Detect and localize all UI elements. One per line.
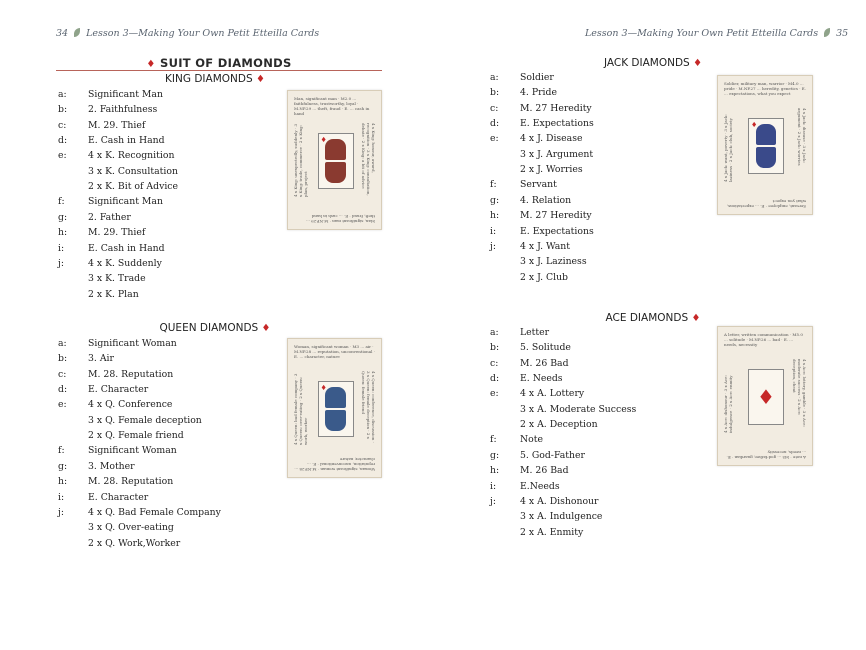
item-key: a: bbox=[58, 338, 67, 349]
item-value: M. 26 Bad bbox=[520, 465, 569, 477]
court-figure-icon bbox=[318, 133, 354, 189]
item-key: j: bbox=[490, 495, 497, 507]
diamond-icon: ♦ bbox=[146, 59, 156, 70]
card-side-right-text: 4 x Jack: disease · 3 x Jack: argument · 2 x Jack: worries bbox=[797, 108, 807, 166]
item-key: g: bbox=[58, 460, 68, 472]
running-head-text-right: Lesson 3—Making Your Own Petit Etteilla Cards bbox=[585, 28, 819, 39]
card-bottom-text: Servant, employee · E. ... expectations, what you expect bbox=[726, 199, 806, 209]
item-value: Significant Man bbox=[88, 89, 163, 100]
card-side-left-text: 4 x Queen: bad female company · 3 x Queen: over-eating · 2 x Queen: work, worker bbox=[293, 373, 308, 445]
card-side-right-text: 4 x Ace: lottery, gamble · 3 x Ace: moderate success · 2 x Ace: deception, cheat bbox=[792, 359, 807, 427]
item-key: a: bbox=[490, 72, 499, 83]
card-bottom-text: Man, significant man · M.NP.29 ... theft, fraud · E. ... cash in hand bbox=[306, 214, 375, 224]
card-bottom-text: A note · M5 ... god-father, guardian · E. ... needs, necessity bbox=[726, 450, 806, 460]
item-value: 3 x J. Laziness bbox=[520, 256, 587, 268]
item-value: 2 x Q. Female friend bbox=[88, 430, 184, 442]
card-side-left-text: 4 x Jack: want, poverty · 3 x Jack: laziness · 2 x Jack: club, society bbox=[723, 114, 733, 182]
diamond-icon: ♦ bbox=[261, 323, 271, 334]
item-key: c: bbox=[58, 119, 67, 131]
item-value: 2 x Q. Work,Worker bbox=[88, 537, 181, 549]
item-value: 4 x J. Disease bbox=[520, 133, 583, 145]
item-value: 2 x K. Bit of Advice bbox=[88, 181, 179, 193]
item-key: j: bbox=[58, 257, 65, 269]
ace-diamond-icon bbox=[748, 369, 784, 425]
item-key: d: bbox=[490, 118, 500, 130]
queen-diamonds-card bbox=[287, 338, 382, 478]
card-top-text: Soldier, military man, warrior · M4.0 ... pride · M.NP.27 ... heredity, genetics · E. ... expectations, what you expect bbox=[724, 81, 806, 96]
diamond-icon: ♦ bbox=[693, 58, 703, 69]
item-value: 4. Pride bbox=[520, 87, 557, 99]
item-value: 2 x J. Worries bbox=[520, 164, 583, 176]
item-key: h: bbox=[490, 210, 500, 222]
item-value: E. Character bbox=[88, 491, 149, 503]
running-head-right bbox=[585, 28, 848, 39]
item-value: 3 x J. Argument bbox=[520, 148, 594, 160]
suit-title-text: SUIT OF DIAMONDS bbox=[159, 56, 292, 70]
diamond-icon: ♦ bbox=[320, 136, 327, 144]
section-title-queen bbox=[140, 322, 290, 334]
card-side-right-text: 4 x King: honour, award, recognition · 3 x King: consultation, debate · 2 x King: a bit of advice bbox=[361, 123, 376, 196]
item-key: g: bbox=[58, 211, 68, 223]
section-title-text: ACE DIAMONDS bbox=[605, 312, 689, 324]
item-value: 5. Solitude bbox=[520, 342, 571, 354]
leaf-icon bbox=[74, 28, 80, 37]
item-key: g: bbox=[490, 449, 500, 461]
item-key: b: bbox=[490, 87, 500, 99]
item-value: E.Needs bbox=[520, 480, 560, 492]
item-key: j: bbox=[490, 240, 497, 252]
running-head-left bbox=[56, 28, 319, 39]
suit-title bbox=[56, 56, 382, 70]
section-title-text: KING DIAMONDS bbox=[165, 73, 253, 85]
item-value: 4 x Q. Bad Female Company bbox=[88, 506, 221, 518]
item-value: 3 x K. Consultation bbox=[88, 165, 178, 177]
item-value: M. 27 Heredity bbox=[520, 210, 592, 222]
diamond-icon: ♦ bbox=[691, 313, 701, 324]
item-value: 4. Relation bbox=[520, 194, 572, 206]
item-value: 3 x Q. Female deception bbox=[88, 414, 202, 426]
diamond-icon: ♦ bbox=[751, 121, 758, 129]
item-key: d: bbox=[58, 384, 68, 396]
item-key: c: bbox=[490, 357, 499, 369]
item-key: h: bbox=[58, 476, 68, 488]
item-key: f: bbox=[58, 196, 65, 208]
section-title-text: QUEEN DIAMONDS bbox=[159, 322, 259, 334]
item-value: 4 x K. Suddenly bbox=[88, 257, 162, 269]
item-value: E. Expectations bbox=[520, 118, 594, 130]
item-value: 3 x Q. Over-eating bbox=[88, 522, 174, 534]
item-value: 4 x J. Want bbox=[520, 240, 570, 252]
court-figure-icon bbox=[318, 381, 354, 437]
item-value: 3. Mother bbox=[88, 460, 135, 472]
ace-diamonds-card bbox=[717, 326, 813, 466]
jack-diamonds-card bbox=[717, 75, 813, 215]
item-value: Servant bbox=[520, 179, 557, 191]
item-value: Soldier bbox=[520, 72, 554, 83]
section-title-king bbox=[140, 73, 290, 85]
item-key: d: bbox=[58, 135, 68, 147]
running-head-text-left: Lesson 3—Making Your Own Petit Etteilla Cards bbox=[86, 28, 320, 39]
section-title-text: JACK DIAMONDS bbox=[603, 57, 690, 69]
item-key: i: bbox=[58, 491, 65, 503]
item-value: 4 x Q. Conference bbox=[88, 399, 173, 411]
item-value: M. 26 Bad bbox=[520, 357, 569, 369]
item-value: Significant Man bbox=[88, 196, 163, 208]
item-key: c: bbox=[58, 368, 67, 380]
item-key: e: bbox=[490, 388, 499, 400]
item-key: h: bbox=[58, 227, 68, 239]
leaf-icon bbox=[824, 28, 830, 37]
item-key: i: bbox=[58, 242, 65, 254]
item-value: Note bbox=[520, 434, 543, 446]
item-value: 2 x A. Enmity bbox=[520, 526, 584, 538]
item-value: 2 x J. Club bbox=[520, 271, 569, 283]
item-value: Significant Woman bbox=[88, 445, 177, 457]
item-key: e: bbox=[58, 399, 67, 411]
right-page bbox=[433, 0, 866, 650]
item-key: d: bbox=[490, 373, 500, 385]
item-key: b: bbox=[58, 353, 68, 365]
card-side-left-text: 4 x King: unexpectedly, suddenly · 3 x King: trade, commerce · 2 x King: plan, project bbox=[293, 124, 308, 197]
suit-divider bbox=[56, 70, 382, 71]
card-bottom-text: Woman, significant woman · M.NP.28 ... reputation, unconventional · E. ... character, nature bbox=[294, 457, 375, 472]
item-key: i: bbox=[490, 480, 497, 492]
item-key: i: bbox=[490, 225, 497, 237]
item-value: 2 x K. Plan bbox=[88, 288, 139, 300]
item-key: b: bbox=[490, 342, 500, 354]
item-value: M. 27 Heredity bbox=[520, 102, 592, 114]
item-value: M. 28. Reputation bbox=[88, 368, 174, 380]
item-value: 5. God-Father bbox=[520, 449, 585, 461]
card-side-right-text: 4 x Queen: conference, discussion · 3 x Queen: female deception · 2 x Queen: female friend bbox=[361, 371, 376, 443]
item-key: f: bbox=[490, 179, 497, 191]
item-value: 4 x A. Lottery bbox=[520, 388, 585, 400]
item-value: 2 x A. Deception bbox=[520, 419, 598, 431]
item-value: 4 x K. Recognition bbox=[88, 150, 175, 162]
item-key: c: bbox=[490, 102, 499, 114]
king-diamonds-card bbox=[287, 90, 382, 230]
card-side-left-text: 4 x Ace: dishonour · 3 x Ace: indulgence · 2 x Ace: enmity bbox=[723, 375, 733, 433]
court-figure-icon bbox=[748, 118, 784, 174]
item-key: g: bbox=[490, 194, 500, 206]
item-value: M. 29. Thief bbox=[88, 227, 146, 239]
item-key: j: bbox=[58, 506, 65, 518]
item-value: 3. Air bbox=[88, 353, 114, 365]
item-value: 3 x A. Moderate Success bbox=[520, 403, 637, 415]
diamond-icon: ♦ bbox=[320, 384, 327, 392]
card-top-text: A letter, written communication · M5.0 ... solitude · M.NP.26 ... bad · E. ... needs, necessity bbox=[724, 332, 803, 347]
page-number-right: 35 bbox=[836, 28, 849, 39]
item-value: E. Needs bbox=[520, 373, 563, 385]
item-value: 2. Father bbox=[88, 211, 131, 223]
item-value: M. 29. Thief bbox=[88, 119, 146, 131]
diamond-icon: ♦ bbox=[255, 74, 265, 85]
item-key: e: bbox=[490, 133, 499, 145]
item-key: h: bbox=[490, 465, 500, 477]
item-key: e: bbox=[58, 150, 67, 162]
item-value: Letter bbox=[520, 327, 550, 338]
item-key: a: bbox=[490, 327, 499, 338]
item-value: E. Cash in Hand bbox=[88, 135, 165, 147]
item-value: 3 x A. Indulgence bbox=[520, 511, 603, 523]
item-key: b: bbox=[58, 104, 68, 116]
item-value: E. Cash in Hand bbox=[88, 242, 165, 254]
item-value: 4 x A. Dishonour bbox=[520, 495, 599, 507]
item-value: M. 28. Reputation bbox=[88, 476, 174, 488]
section-title-jack bbox=[593, 57, 713, 69]
item-value: Significant Woman bbox=[88, 338, 177, 349]
diamond-icon: ♦ bbox=[757, 385, 775, 409]
item-key: f: bbox=[58, 445, 65, 457]
item-key: a: bbox=[58, 89, 67, 100]
item-value: E. Expectations bbox=[520, 225, 594, 237]
card-top-text: Woman, significant woman · M3 ... air · M.NP.28 ... reputation, unconventional · E. ... character, nature bbox=[294, 344, 375, 359]
item-key: f: bbox=[490, 434, 497, 446]
item-value: 2. Faithfulness bbox=[88, 104, 158, 116]
card-top-text: Man, significant man · M2.0 ... faithfulness, trustworthy, loyal · M.NP.29 ... theft, fraud · E. ... cash in hand bbox=[294, 96, 370, 116]
section-title-ace bbox=[593, 312, 713, 324]
item-value: E. Character bbox=[88, 384, 149, 396]
page-number-left: 34 bbox=[56, 28, 69, 39]
item-value: 3 x K. Trade bbox=[88, 273, 146, 285]
